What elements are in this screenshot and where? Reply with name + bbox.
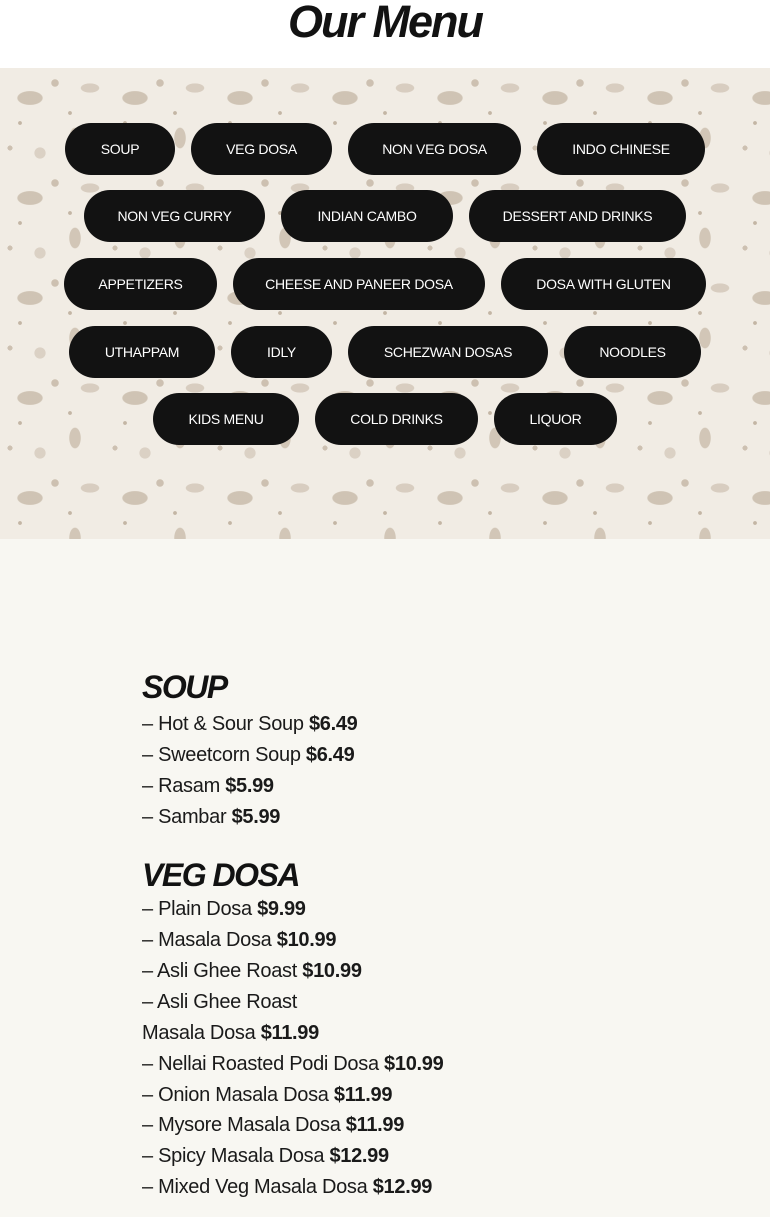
item-name: – Onion Masala Dosa [142, 1084, 329, 1106]
category-row-2 [0, 190, 770, 242]
item-name: – Hot & Sour Soup [142, 713, 304, 735]
menu-item [142, 1174, 432, 1200]
category-button-veg-dosa[interactable]: VEG DOSA [191, 123, 332, 175]
category-button-idly[interactable]: IDLY [231, 326, 332, 378]
item-price: $6.49 [305, 744, 355, 766]
item-price: $11.99 [345, 1114, 405, 1136]
category-nav-background [0, 68, 770, 539]
category-button-cheese-and-paneer-dosa[interactable]: CHEESE AND PANEER DOSA [233, 258, 485, 310]
category-button-appetizers[interactable]: APPETIZERS [64, 258, 217, 310]
category-button-schezwan-dosas[interactable]: SCHEZWAN DOSAS [348, 326, 548, 378]
item-price: $12.99 [372, 1176, 433, 1198]
category-button-kids-menu[interactable]: KIDS MENU [153, 393, 299, 445]
item-name: – Mixed Veg Masala Dosa [142, 1176, 368, 1198]
item-price: $10.99 [302, 960, 362, 982]
category-button-liquor[interactable]: LIQUOR [494, 393, 617, 445]
item-price: $9.99 [257, 898, 306, 920]
menu-item [142, 804, 280, 830]
item-price: $11.99 [260, 1022, 319, 1044]
section-heading-soup: SOUP [142, 669, 227, 705]
item-price: $10.99 [276, 929, 337, 951]
item-price: $5.99 [231, 806, 281, 828]
category-row-5 [0, 393, 770, 445]
menu-item [142, 1082, 392, 1108]
item-price: $10.99 [384, 1053, 444, 1075]
menu-item [142, 1143, 389, 1169]
page-title: Our Menu [288, 0, 482, 47]
category-button-soup[interactable]: SOUP [65, 123, 175, 175]
category-button-dessert-and-drinks[interactable]: DESSERT AND DRINKS [469, 190, 686, 242]
item-price: $6.49 [308, 713, 358, 735]
item-name: – Mysore Masala Dosa [142, 1114, 341, 1136]
item-name: – Rasam [142, 775, 220, 797]
category-row-1 [0, 123, 770, 175]
item-name: – Sweetcorn Soup [142, 744, 301, 766]
menu-item [142, 958, 362, 984]
item-name: – Spicy Masala Dosa [142, 1145, 325, 1167]
menu-item [142, 989, 297, 1015]
item-price: $12.99 [329, 1145, 389, 1167]
category-button-dosa-with-gluten[interactable]: DOSA WITH GLUTEN [501, 258, 706, 310]
menu-item [142, 1051, 443, 1077]
category-button-non-veg-dosa[interactable]: NON VEG DOSA [348, 123, 521, 175]
menu-item [142, 896, 306, 922]
item-name: – Plain Dosa [142, 898, 252, 920]
category-button-indian-cambo[interactable]: INDIAN CAMBO [281, 190, 453, 242]
item-name: – Asli Ghee Roast [142, 960, 297, 982]
category-button-uthappam[interactable]: UTHAPPAM [69, 326, 215, 378]
menu-item [142, 711, 358, 737]
item-name: Masala Dosa [142, 1022, 256, 1044]
category-row-3 [0, 258, 770, 310]
menu-item [142, 742, 354, 768]
category-row-4 [0, 326, 770, 378]
section-heading-veg-dosa: VEG DOSA [142, 857, 299, 893]
item-price: $11.99 [333, 1084, 393, 1106]
item-name: – Masala Dosa [142, 929, 272, 951]
menu-item [142, 927, 336, 953]
menu-item [142, 1020, 319, 1046]
item-name: – Nellai Roasted Podi Dosa [142, 1053, 379, 1075]
category-button-non-veg-curry[interactable]: NON VEG CURRY [84, 190, 265, 242]
menu-list [0, 539, 770, 1217]
category-button-cold-drinks[interactable]: COLD DRINKS [315, 393, 478, 445]
item-name: – Asli Ghee Roast [142, 991, 297, 1013]
category-button-indo-chinese[interactable]: INDO CHINESE [537, 123, 705, 175]
menu-item [142, 773, 274, 799]
menu-item [142, 1112, 404, 1138]
category-button-noodles[interactable]: NOODLES [564, 326, 701, 378]
item-price: $5.99 [225, 775, 274, 797]
item-name: – Sambar [142, 806, 227, 828]
